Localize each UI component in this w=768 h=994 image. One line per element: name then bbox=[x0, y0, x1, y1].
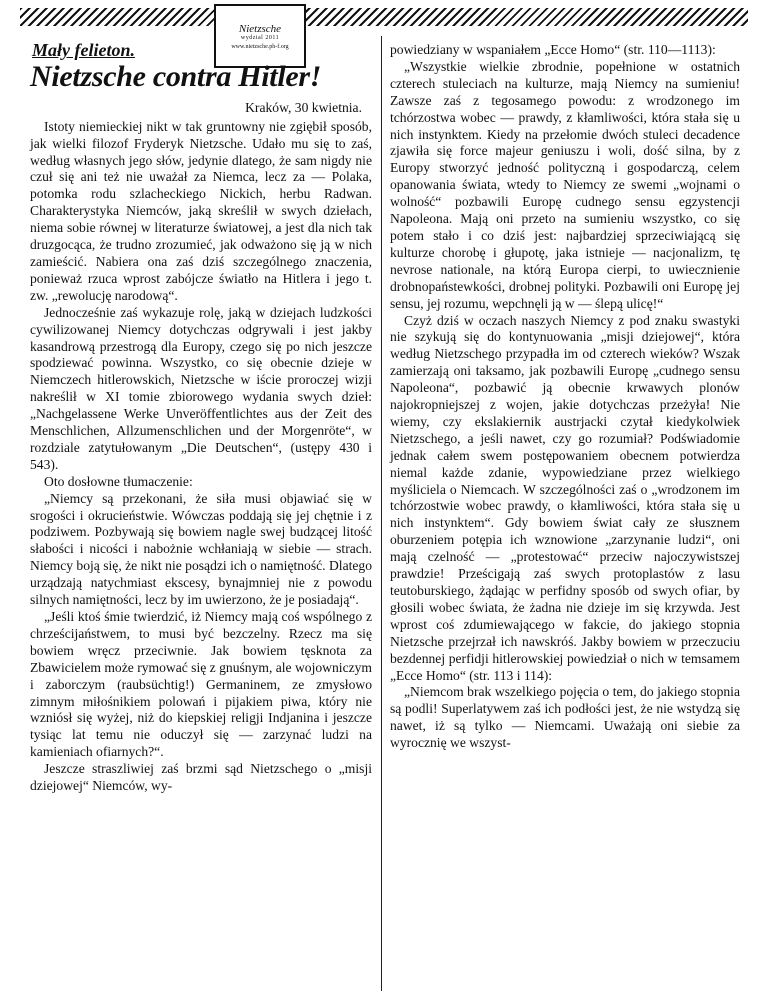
left-column bbox=[30, 42, 372, 795]
quote-paragraph: „Jeśli ktoś śmie twierdzić, iż Niemcy mają coś wspólnego z chrześcijaństwem, to musi być bezczelny. Rzecz ma się bowiem wręcz przeciwnie. Jak bowiem tęsknota za Zbawicielem może rymować się z gnuśnym, ale wojowniczym i zaborczym (raubsüchtig!) Germaninem, ze zmysłowo zimnym miłośnikiem polowań i pijakiem piwa, który nie wzniósł się wyżej, niż do kiepskiej religji Indjanina i jeszcze tysiąc lat temu nie oduczył się — zarzynać ludzi na kamieniach ofiarnych?“. bbox=[30, 609, 373, 760]
stamp-subtitle: wydzial 2011 bbox=[240, 34, 280, 41]
column-rule bbox=[381, 36, 382, 991]
stamp-url: www.nietzsche.ph-f.org bbox=[231, 43, 289, 50]
dateline: Kraków, 30 kwietnia. bbox=[245, 99, 362, 115]
paragraph: Jeszcze straszliwiej zaś brzmi sąd Nietzschego o „misji dziejowej“ Niemców, wy- bbox=[30, 761, 372, 794]
section-kicker: Mały felieton. bbox=[32, 40, 135, 60]
quote-paragraph: „Wszystkie wielkie zbrodnie, popełnione w ostatnich czterech stuleciach na kulturze, mają Niemcy na sumieniu! Zawsze zaś z tegosamego powodu: z wrodzonego im tchórzostwa wobec — prawdy, z kłamliwości, która stała się u nich instynktem. Kiedy na przełomie dwóch stuleci decadence zjawiła się force majeur geniuszu i woli, dość silna, by z Europy stworzyć jedność polityczną i gospodarczą, celem opanowania świata, wtedy to Niemcy ze swemi „wojnami o wolność“ pozbawili Europę cudnego sensu egzystencji Napoleona. Mają oni przeto na sumieniu wszystko, co się potem stało i co dziś jest: najbardziej sprzeciwiającą się kulturze chorobę i głupotę, jaka istnieje — nacjonalizm, tę nevrose nationale, na którą Europa cierpi, to uwiecznienie drobnopaństewkości, drobnej polityki. Pozbawili oni Europę jej sensu, jej rozumu, wepchnęli ją w — ślepą ulicę!“ bbox=[390, 58, 740, 311]
paragraph: Jednocześnie zaś wykazuje rolę, jaką w dziejach ludzkości cywilizowanej Niemcy dotychczas odgrywali i jest jakby kasandrową przestrogą dla Europy, czego się po nich jeszcze spodziewać powinna. Wszystko, co się obecnie dzieje w Niemczech hitlerowskich, Nietzsche w iście proroczej wizji nakreślił w XI tomie zbiorowego wydania swych dzieł: „Nachgelassene Werke Unveröffentlichtes aus der Zeit des Menschlichen, Allzumenschlichen und der Morgenröte“, w rozdziale zatytułowanym „Die Deutschen“, (ustępy 430 i 543). bbox=[30, 304, 372, 472]
article-headline: Nietzsche contra Hitler! bbox=[30, 59, 322, 93]
quote-paragraph: „Niemcom brak wszelkiego pojęcia o tem, do jakiego stopnia są podli! Superlatywem zaś ich podłości jest, że nie wstydzą się nawet, iż są tylko — Niemcami. Uważają oni siebie za wyrocznię we wszyst- bbox=[390, 684, 740, 751]
paragraph: Istoty niemieckiej nikt w tak gruntowny nie zgiębił sposób, jak wielki filozof Fryderyk Nietzsche. Udało mu się to zaś, według własnych jego słów, jedynie dlatego, że sam nigdy nie czuł się ani też nie uważał za Niemca, lecz za — Polaka, potomka rodu szlacheckiego Nickich, herbu Radwan. Charakterystyka Niemców, jaką skreślił w swych dziełach, niema sobie równej w literaturze światowej, a jest dla nich tak druzgocąca, że trudno zrozumieć, jak odważono się ją w nich zamieścić. Nabiera ona zaś dziś szczególnego znaczenia, ponieważ rzuca wprost zabójcze światło na Hitlera i jego t. zw. „rewolucję narodową“. bbox=[30, 118, 372, 303]
paragraph: Czyż dziś w oczach naszych Niemcy z pod znaku swastyki nie szykują się do kontynuowania „misji dziejowej“, która według Nietzschego przypadła im od czterech wieków? Wszak zamierzają oni taksamo, jak pozbawili Europę „cudnego sensu Napoleona“, pozbawić ją obecnie krwawych plonów najokropniejszej z wojen, jakie dotychczas przeżyła! Nie wiemy, czy ekslakiernik austrjacki czytał kiedykolwiek Nietzschego, a jeśli nawet, czy go rozumiał? Podświadomie jednak całem swem postępowaniem obecnem potwierdza niemal każde zdanie, wypowiedziane przez wielkiego myśliciela o Niemcach. W szczególności zaś o „wrodzonem im tchórzostwie wobec prawdy, o kłamliwości, która stała się u nich instynktem“. Gdy bowiem świat cały ze słusznem oburzeniem potępia ich wznowione „zarzynanie ludzi“, oni mają czelność — „protestować“ przeciw najoczywistszej prawdzie! Prześcigają zaś swych protoplastów z lasu teutoburskiego, żądając w perfidny sposób od swych ofiar, by głosili wobec świata, że żadna nie dzieje im się krzywda. Jest wprost coś zdumiewającego w fakcie, do jakiego stopnia Nietzsche przejrzał ich nawskróś. Jakby bowiem w przeczuciu bezdennej perfidji hitlerowskiej powiedział o nich w temsamem „Ecce Homo“ (str. 113 i 114): bbox=[390, 312, 740, 683]
masthead-band bbox=[20, 8, 748, 26]
paragraph: powiedziany w wspaniałem „Ecce Homo“ (str. 110—1113): bbox=[390, 42, 716, 57]
quote-paragraph: „Niemcy są przekonani, że siła musi objawiać się w srogości i okrucieństwie. Wówczas poddają się jej chętnie i z podziwem. Pozbywają się bowiem nagle swej budzącej litość słabości i nicości i nabożnie wchłaniają w siebie — strach. Niemcy boją się, że nikt nie posądzi ich o namiętność. Dlatego urządzają natychmiast ekscesy, bynajmniej nie z powodu silnych namiętności, lecz by im uwierzono, że je posiadają“. bbox=[30, 490, 373, 608]
stamp-title: Nietzsche bbox=[238, 22, 282, 35]
right-column bbox=[390, 42, 740, 752]
paragraph: Oto dosłowne tłumaczenie: bbox=[44, 473, 193, 489]
